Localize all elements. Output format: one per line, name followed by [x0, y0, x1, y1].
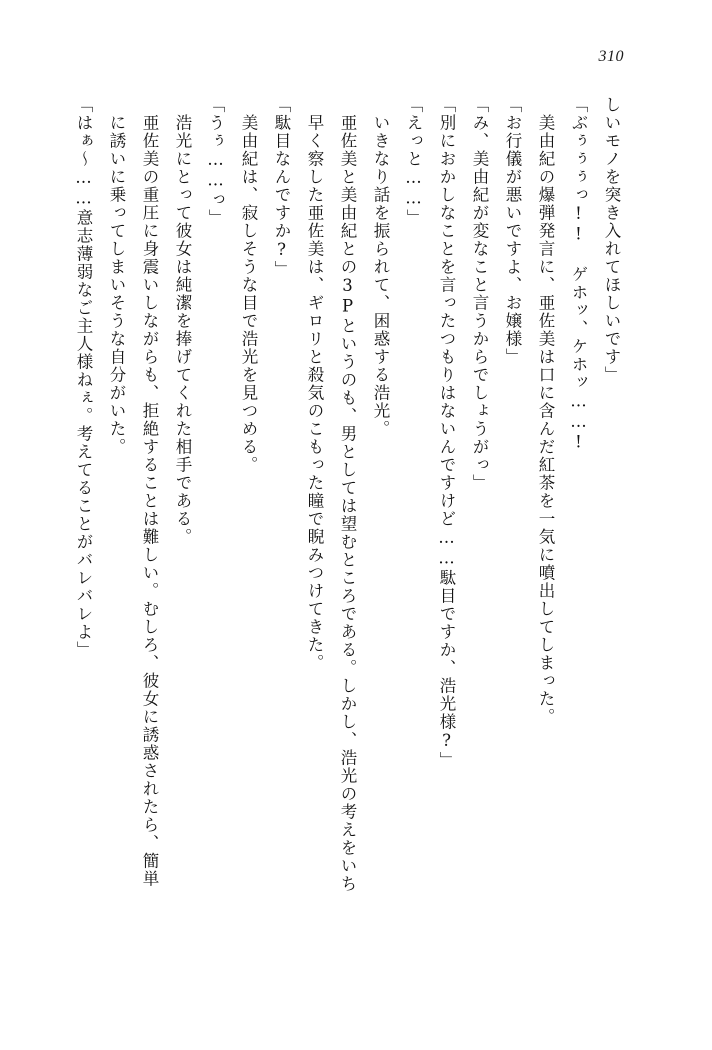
- body-paragraph: 亜佐美の重圧に身震いしながらも、拒絶することは難しい。むしろ、彼女に誘惑されたら、簡単に誘いに乗ってしまいそうな自分がいた。: [107, 114, 159, 888]
- body-paragraph: 「えっと……」: [404, 96, 423, 227]
- body-paragraph: 「駄目なんですか?」: [272, 96, 291, 279]
- body-paragraph: 「ぶぅぅぅっ!! ゲホッ、ケホッ……!: [569, 96, 588, 453]
- body-paragraph: 「お行儀が悪いですよ、お嬢様」: [503, 96, 522, 366]
- page-body-text: [74, 96, 628, 896]
- body-paragraph: 「み、美由紀が変なこと言うからでしょうがっ」: [470, 96, 489, 492]
- body-paragraph: 美由紀は、寂しそうな目で浩光を見つめる。: [239, 114, 258, 474]
- body-paragraph: 「別におかしなことを言ったつもりはないんですけど……駄目ですか、浩光様?」: [437, 96, 456, 770]
- body-paragraph: 亜佐美と美由紀との3Pというのも、男としては望むところである。しかし、浩光の考えをいち早く察した亜佐美は、ギロリと殺気のこもった瞳で睨みつけてきた。: [305, 114, 357, 893]
- body-paragraph: 「うぅ……っ」: [206, 96, 225, 227]
- body-paragraph: いきなり話を振られて、困惑する浩光。: [371, 114, 390, 438]
- body-paragraph: 美由紀の爆弾発言に、亜佐美は口に含んだ紅茶を一気に噴出してしまった。: [536, 114, 555, 726]
- body-paragraph: 浩光にとって彼女は純潔を捧げてくれた相手である。: [173, 114, 192, 546]
- body-paragraph: 「はぁ〜……意志薄弱なご主人様ねぇ。考えてることがバレバレよ」: [74, 96, 93, 659]
- page-number: 310: [598, 48, 624, 65]
- body-paragraph: しいモノを突き入れてほしいです」: [602, 96, 621, 384]
